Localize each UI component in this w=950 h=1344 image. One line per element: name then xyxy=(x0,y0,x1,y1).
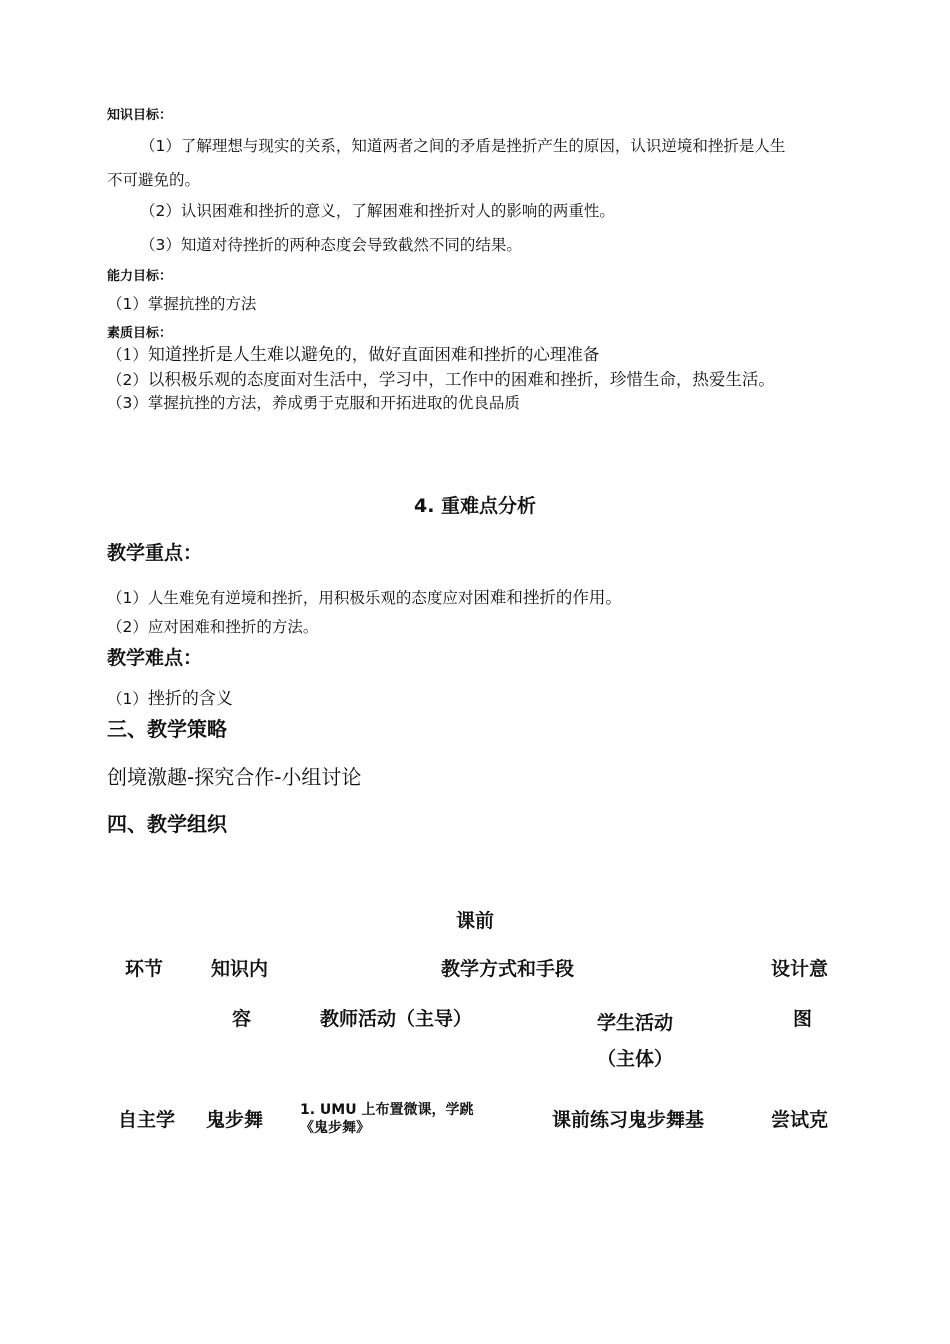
teaching-difficulty-item-1-number: （1） xyxy=(107,690,148,708)
quality-item-2 xyxy=(107,366,775,390)
quality-item-1-number: （1） xyxy=(107,346,148,364)
section-4b-title: 四、教学组织 xyxy=(107,812,227,836)
header-design-line-2: 图 xyxy=(793,1008,813,1030)
header-student-activity-line-1: 学生活动 xyxy=(597,1012,674,1034)
header-knowledge-line-1: 知识内 xyxy=(211,958,269,980)
row-1-teacher-line-2: 《鬼步舞》 xyxy=(300,1120,370,1136)
quality-item-3: （3）掌握抗挫的方法，养成勇于克服和开拓进取的优良品质 xyxy=(107,394,520,412)
knowledge-item-2: （2）认识困难和挫折的意义，了解困难和挫折对人的影响的两重性。 xyxy=(140,202,615,220)
header-student-activity-line-2: （主体） xyxy=(597,1048,674,1070)
header-method: 教学方式和手段 xyxy=(441,958,575,980)
knowledge-heading: 知识目标： xyxy=(107,108,173,123)
header-design-line-1: 设计意 xyxy=(771,958,829,980)
section-3-title: 三、教学策略 xyxy=(107,717,227,741)
row-1-teacher-line-1: 1. UMU 上布置微课，学跳 xyxy=(300,1102,474,1118)
teaching-focus-item-1 xyxy=(107,584,622,608)
ability-heading: 能力目标： xyxy=(107,269,173,284)
quality-item-2-text: 以积极乐观的态度面对生活中，学习中，工作中的困难和挫折，珍惜生命，热爱生活。 xyxy=(147,370,775,389)
quality-item-1-text-b: ，做好直面困难和挫折的心理准备 xyxy=(351,345,600,364)
section-4-title: 4. 重难点分析 xyxy=(413,495,537,517)
section-3-content: 创境激趣-探究合作-小组讨论 xyxy=(107,765,362,789)
knowledge-item-3: （3）知道对待挫折的两种态度会导致截然不同的结果。 xyxy=(140,236,522,254)
quality-heading: 素质目标： xyxy=(107,326,173,341)
ability-item-1: （1）掌握抗挫的方法 xyxy=(107,295,257,313)
knowledge-item-1-line-2: 不可避免的。 xyxy=(107,171,201,189)
teaching-focus-heading: 教学重点： xyxy=(107,542,203,564)
teaching-focus-item-2: （2）应对困难和挫折的方法。 xyxy=(107,618,319,636)
teaching-focus-item-1-a: （1）人生难免有逆境和挫折，用积极乐观的态度应对 xyxy=(107,589,474,607)
teaching-difficulty-item-1-text: 挫折的含义 xyxy=(147,689,233,709)
row-1-design: 尝试克 xyxy=(771,1109,829,1131)
quality-item-1 xyxy=(107,340,599,365)
row-1-knowledge: 鬼步舞 xyxy=(206,1109,264,1131)
header-stage: 环节 xyxy=(125,958,164,980)
teaching-difficulty-heading: 教学难点： xyxy=(107,647,203,669)
table-caption: 课前 xyxy=(455,910,494,932)
header-knowledge-line-2: 容 xyxy=(232,1008,252,1030)
quality-item-1-text-a: 知道挫折是人生难以避免的 xyxy=(147,345,352,365)
teaching-difficulty-item-1 xyxy=(107,684,233,709)
row-1-student: 课前练习鬼步舞基 xyxy=(552,1109,705,1131)
header-teacher-activity: 教师活动（主导） xyxy=(320,1008,473,1030)
teaching-focus-item-1-b: 困难和挫折的作用。 xyxy=(473,588,622,607)
quality-item-2-number: （2） xyxy=(107,371,148,389)
row-1-stage: 自主学 xyxy=(118,1109,176,1131)
knowledge-item-1-line-1: （1）了解理想与现实的关系，知道两者之间的矛盾是挫折产生的原因，认识逆境和挫折是人生 xyxy=(140,137,786,155)
